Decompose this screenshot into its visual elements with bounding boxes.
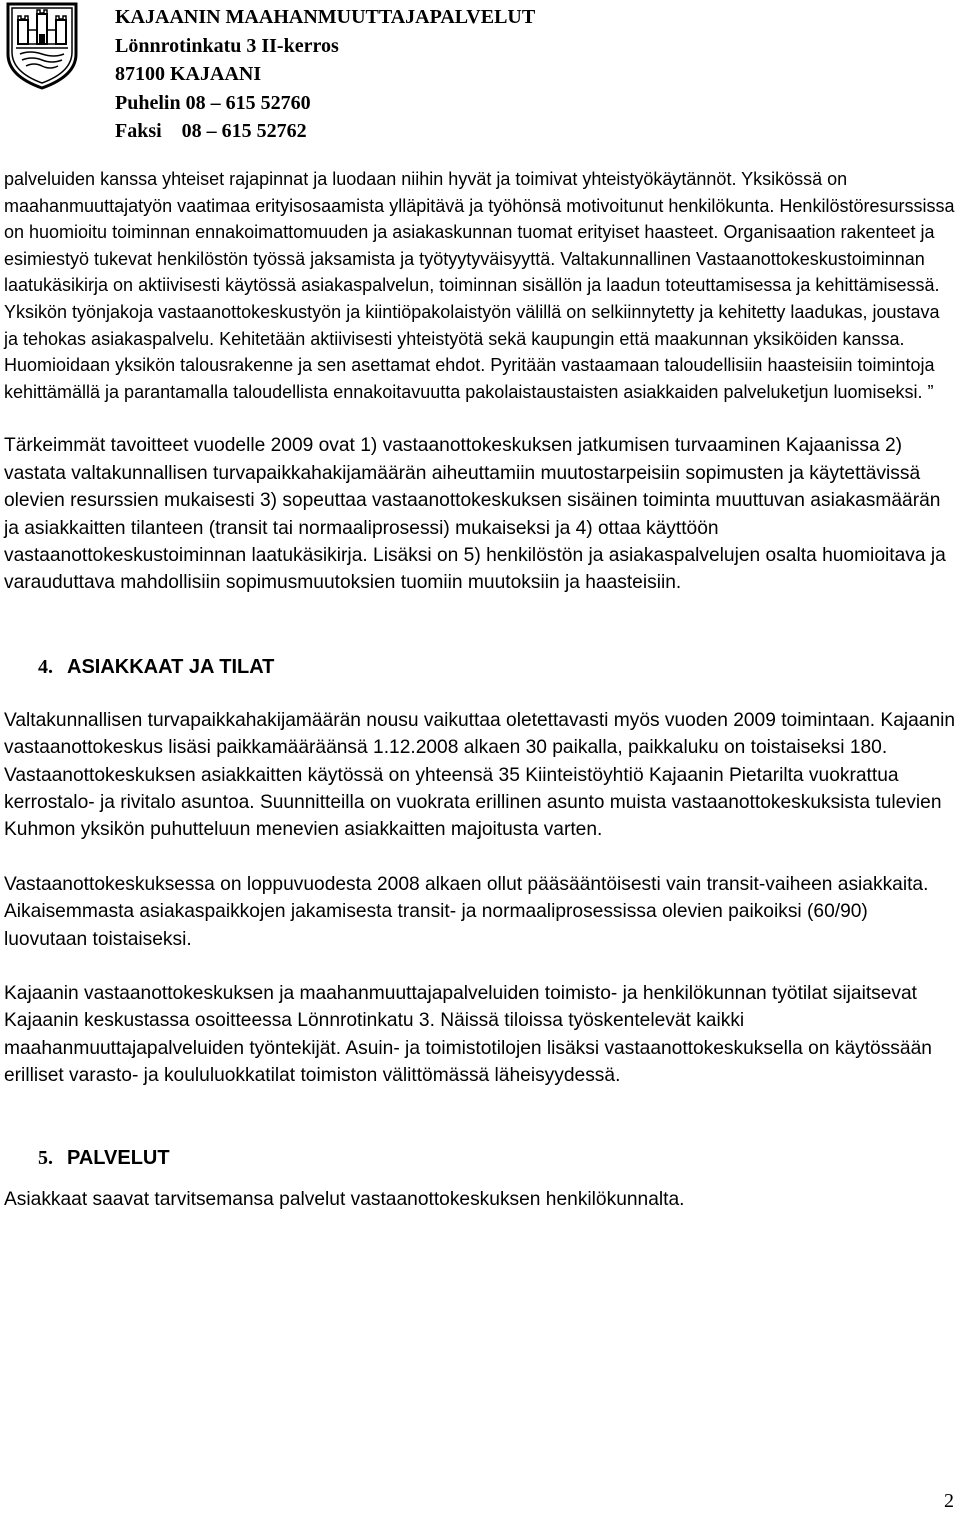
letterhead-address — [115, 3, 535, 146]
fax-number: Faksi 08 – 615 52762 — [115, 120, 307, 142]
paragraph-transit-clients: Vastaanottokeskuksessa on loppuvuodesta 2008 alkaen ollut pääsääntöisesti vain transit-vaiheen asiakkaita. Aikaisemmasta asiakaspaikkojen jakamisesta transit- ja normaaliprosessissa olevien paikoiksi (60/90) luovutaan toistaiseksi. — [4, 873, 929, 950]
section-number: 4. — [38, 655, 53, 678]
paragraph-services-quality: palveluiden kanssa yhteiset rajapinnat ja luodaan niihin hyvät ja toimivat yhteistyökäytännöt. Yksikössä on maahanmuuttajatyön vaatimaa erityisosaamista ylläpitävä ja työhönsä motivoitunut henkilökunta. Henkilöstöresurssissa on huomioitu toiminnan ennakoimattomuuden ja asiakaskunnan tuomat erityiset haasteet. Organisaation rakenteet ja esimiestyö tukevat henkilöstön työssä jaksamista ja työtyytyväisyyttä. Valtakunnallinen Vastaanottokeskustoiminnan laatukäsikirja on aktiivisesti käytössä asiakaspalvelun, toiminnan sisällön ja laadun toteuttamisessa ja kehittämisessä. Yksikön työnjakoja vastaanottokeskustyön ja kiintiöpakolaistyön välillä on selkiinnytetty ja kehitetty laadukas, joustava ja tehokas asiakaspalvelu. Kehitetään aktiivisesti yhteistyötä sekä kaupungin että maakunnan yksiköiden kanssa. Huomioidaan yksikön talousrakenne ja sen asettamat ehdot. Pyritään vastaamaan taloudellisiin haasteisiin toimintoja kehittämällä ja parantamalla taloudellista ennakoitavuutta pakolaistaustaisten asiakkaiden palveluketjun luomiseksi. ” — [4, 169, 955, 402]
page-number: 2 — [944, 1490, 954, 1512]
document-body — [4, 166, 956, 1213]
paragraph-goals-2009: Tärkeimmät tavoitteet vuodelle 2009 ovat 1) vastaanottokeskuksen jatkumisen turvaaminen Kajaanissa 2) vastata valtakunnallisen turvapaikkahakijamäärän aiheuttamiin muutostarpeisiin sopimusten ja käytettävissä olevien resurssien mukaisesti 3) sopeuttaa vastaanottokeskuksen sisäinen toiminta muuttuvan asiakasmäärän ja asiakkaitten tilanteen (transit tai normaaliprosessi) mukaiseksi ja 4) ottaa käyttöön vastaanottokeskustoiminnan laatukäsikirja. Lisäksi on 5) henkilöstön ja asiakaspalvelujen osalta huomioitava ja varauduttava mahdollisiin sopimusmuutoksien tuomiin muutoksiin ja haasteisiin. — [4, 435, 946, 594]
section-number: 5. — [38, 1146, 53, 1169]
section-heading-clients-facilities — [4, 653, 956, 681]
paragraph-facilities: Kajaanin vastaanottokeskuksen ja maahanmuuttajapalveluiden toimisto- ja henkilökunnan työtilat sijaitsevat Kajaanin keskustassa osoitteessa Lönnrotinkatu 3. Näissä tiloissa työskentelevät kaikki maahanmuuttajapalveluiden työntekijät. Asuin- ja toimistotilojen lisäksi vastaanottokeskuksella on käytössään erilliset varasto- ja koululuokkatilat toimiston välittömässä läheisyydessä. — [4, 983, 932, 1087]
postal-address: 87100 KAJAANI — [115, 63, 262, 85]
phone-number: Puhelin 08 – 615 52760 — [115, 91, 311, 114]
office-name: KAJAANIN MAAHANMUUTTAJAPALVELUT — [115, 6, 536, 28]
paragraph-client-capacity: Valtakunnallisen turvapaikkahakijamäärän nousu vaikuttaa oletettavasti myös vuoden 2009 toimintaan. Kajaanin vastaanottokeskus lisäsi paikkamääräänsä 1.12.2008 alkaen 30 paikalla, paikkaluku on toistaiseksi 180. Vastaanottokeskuksen asiakkaitten käytössä on yhteensä 35 Kiinteistöyhtiö Kajaanin Pietarilta vuokrattua kerrostalo- ja rivitalo asuntoa. Suunnitteilla on vuokrata erillinen asunto muista vastaanottokeskuksista tulevien Kuhmon yksikön puhutteluun menevien asiakkaitten majoitusta varten. — [4, 709, 956, 841]
paragraph-services: Asiakkaat saavat tarvitsemansa palvelut vastaanottokeskuksen henkilökunnalta. — [4, 1188, 685, 1210]
coat-of-arms-logo — [6, 2, 78, 90]
section-heading-services — [4, 1144, 956, 1172]
section-title: PALVELUT — [67, 1146, 170, 1169]
letterhead — [0, 0, 960, 150]
section-title: ASIAKKAAT JA TILAT — [67, 655, 275, 678]
street-address: Lönnrotinkatu 3 II-kerros — [115, 34, 339, 57]
